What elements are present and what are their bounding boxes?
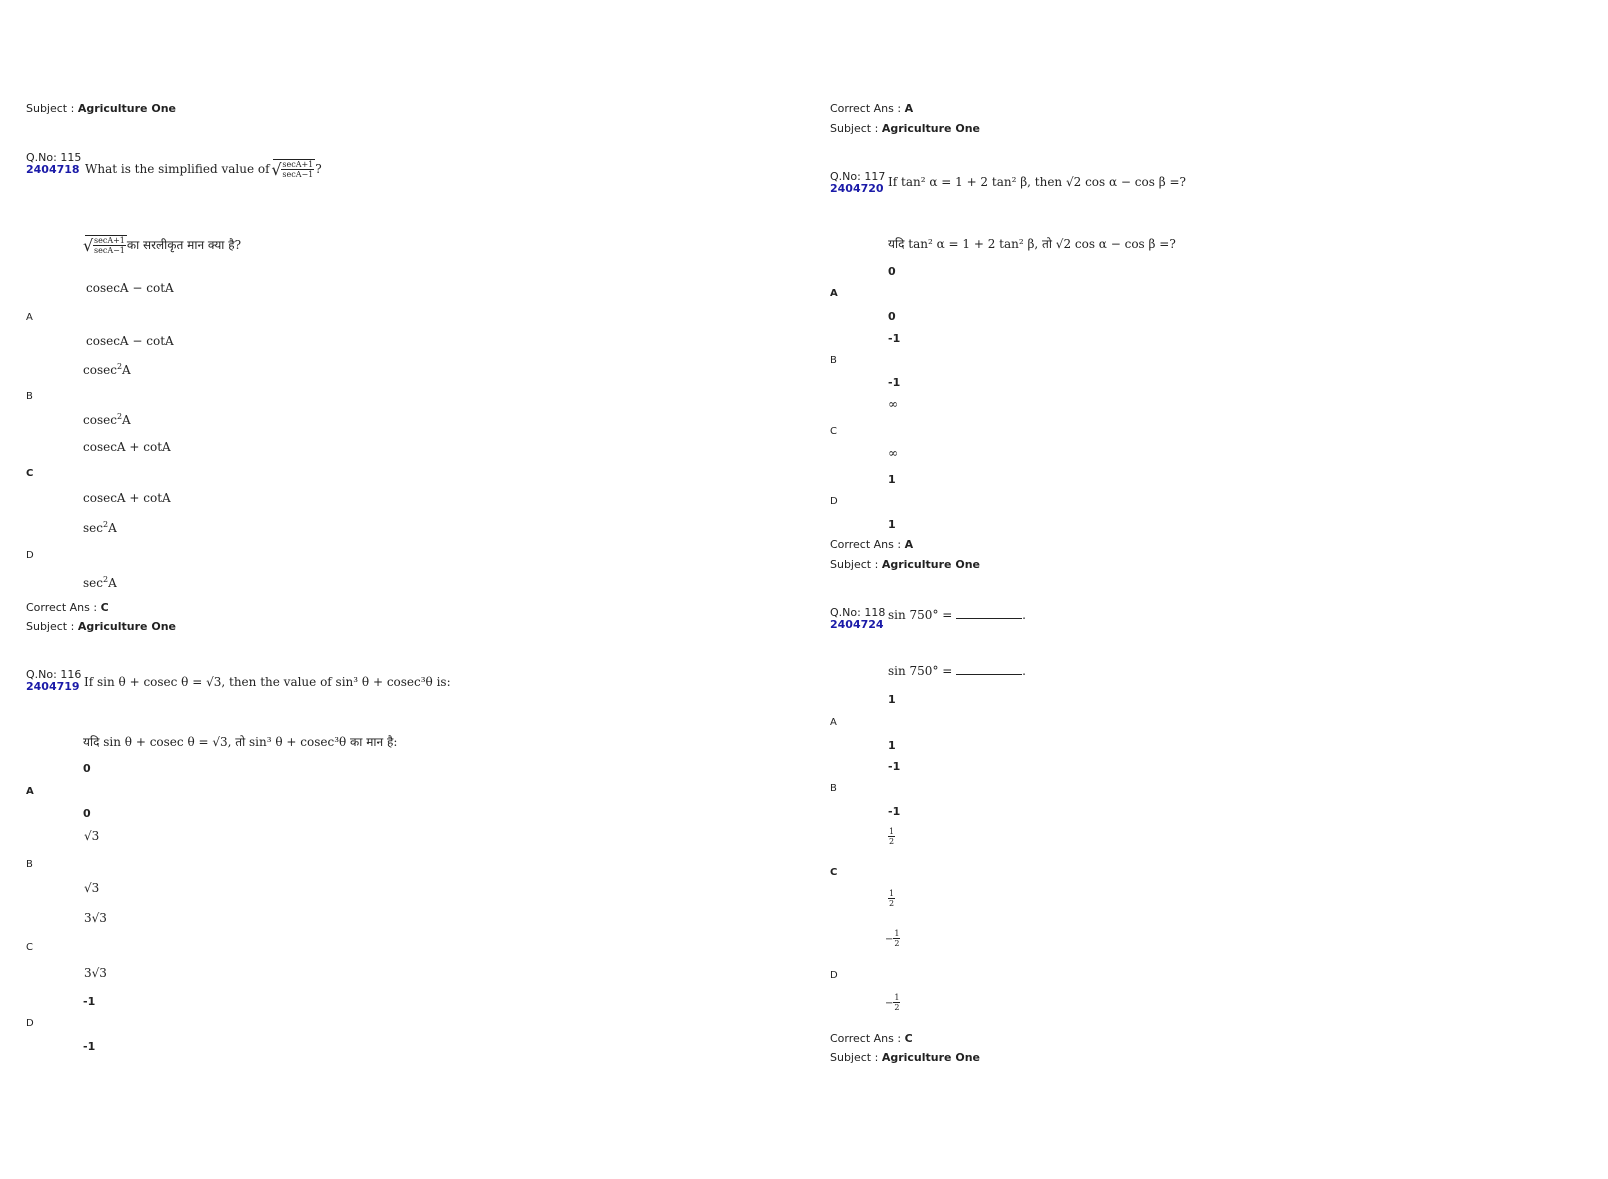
option-fraction: − $\frac{1}{2}$ xyxy=(885,993,900,1012)
correct-answer-line: Correct Ans : C xyxy=(830,1032,913,1045)
option-text: 0 xyxy=(83,762,91,775)
question-text-english: If tan² α = 1 + 2 tan² β, then √2 cos α − cos β =? xyxy=(888,175,1186,189)
option-fraction: $\frac{1}{2}$ xyxy=(889,889,895,908)
question-text-hindi: sin 750° = . xyxy=(888,664,1026,678)
question-text-hindi: यदि sin θ + cosec θ = √3, तो sin³ θ + cosec³θ का मान है: xyxy=(83,735,398,749)
option-letter: A xyxy=(830,717,837,728)
correct-answer-line: Correct Ans : A xyxy=(830,538,914,551)
subject-line: Subject : Agriculture One xyxy=(830,122,980,135)
option-letter: D xyxy=(26,550,34,561)
option-text: 3√3 xyxy=(84,966,107,980)
option-letter: D xyxy=(26,1018,34,1029)
option-text: $\sec^2A$ xyxy=(83,575,117,590)
subject-line: Subject : Agriculture One xyxy=(26,620,176,633)
option-text: cosecA − cotA xyxy=(86,281,174,295)
answer-blank xyxy=(956,618,1022,619)
question-text-english: What is the simplified value of √ $\frac{\sec A+1}{\sec A-1}$ ? xyxy=(85,160,322,179)
question-number: Q.No: 116 xyxy=(26,668,82,681)
correct-answer-line: Correct Ans : C xyxy=(26,601,109,614)
option-letter: D xyxy=(830,970,838,981)
subject-line: Subject : Agriculture One xyxy=(830,1051,980,1064)
option-text: cosec$^2$A xyxy=(83,412,131,427)
answer-blank xyxy=(956,674,1022,675)
option-text: -1 xyxy=(888,805,901,818)
option-letter: B xyxy=(26,859,33,870)
option-letter: B xyxy=(26,391,33,402)
question-id: 2404718 xyxy=(26,163,80,176)
fraction: $\frac{\sec A+1}{\sec A-1}$ xyxy=(282,160,314,179)
option-letter: C xyxy=(830,426,837,437)
question-number: Q.No: 115 xyxy=(26,151,82,164)
option-text: -1 xyxy=(888,376,901,389)
subject-line: Subject : Agriculture One xyxy=(26,102,176,115)
option-text: 1 xyxy=(888,473,896,486)
option-text: cosecA − cotA xyxy=(86,334,174,348)
option-text: cosecA + cotA xyxy=(83,440,171,454)
option-letter: B xyxy=(830,783,837,794)
option-text: -1 xyxy=(888,760,901,773)
option-text: 1 xyxy=(888,739,896,752)
question-number: Q.No: 117 xyxy=(830,170,886,183)
option-text: 3√3 xyxy=(84,911,107,925)
option-text: ∞ xyxy=(888,397,898,411)
option-text: cosec$^2$A xyxy=(83,362,131,377)
option-letter: B xyxy=(830,355,837,366)
question-number: Q.No: 118 xyxy=(830,606,886,619)
option-text: √3 xyxy=(84,881,100,895)
subject-value: Agriculture One xyxy=(77,102,176,115)
option-text: cosecA + cotA xyxy=(83,491,171,505)
option-text: 0 xyxy=(83,807,91,820)
option-letter-correct: C xyxy=(830,867,838,878)
option-text: -1 xyxy=(83,1040,96,1053)
correct-answer-line: Correct Ans : A xyxy=(830,102,914,115)
option-letter-correct: A xyxy=(830,288,838,299)
option-fraction: − $\frac{1}{2}$ xyxy=(885,929,900,948)
option-letter: D xyxy=(830,496,838,507)
question-text-hindi: √ $\frac{\sec A+1}{\sec A-1}$ का सरलीकृत मान क्या है? xyxy=(83,236,242,255)
option-text: ∞ xyxy=(888,446,898,460)
option-letter-correct: A xyxy=(26,786,34,797)
option-text: $\sec^2A$ xyxy=(83,520,117,535)
option-text: √3 xyxy=(84,829,100,843)
option-text: -1 xyxy=(83,995,96,1008)
question-text-english: sin 750° = . xyxy=(888,608,1026,622)
question-text-hindi: यदि tan² α = 1 + 2 tan² β, तो √2 cos α − cos β =? xyxy=(888,237,1176,251)
question-id: 2404720 xyxy=(830,182,884,195)
option-text: 1 xyxy=(888,693,896,706)
option-letter: A xyxy=(26,312,33,323)
option-text: 0 xyxy=(888,265,896,278)
option-letter-correct: C xyxy=(26,468,34,479)
question-text-english: If sin θ + cosec θ = √3, then the value of sin³ θ + cosec³θ is: xyxy=(84,675,451,689)
question-id: 2404719 xyxy=(26,680,80,693)
question-id: 2404724 xyxy=(830,618,884,631)
option-letter: C xyxy=(26,942,33,953)
option-text: 0 xyxy=(888,310,896,323)
option-text: 1 xyxy=(888,518,896,531)
subject-line: Subject : Agriculture One xyxy=(830,558,980,571)
option-text: -1 xyxy=(888,332,901,345)
option-fraction: $\frac{1}{2}$ xyxy=(889,827,895,846)
